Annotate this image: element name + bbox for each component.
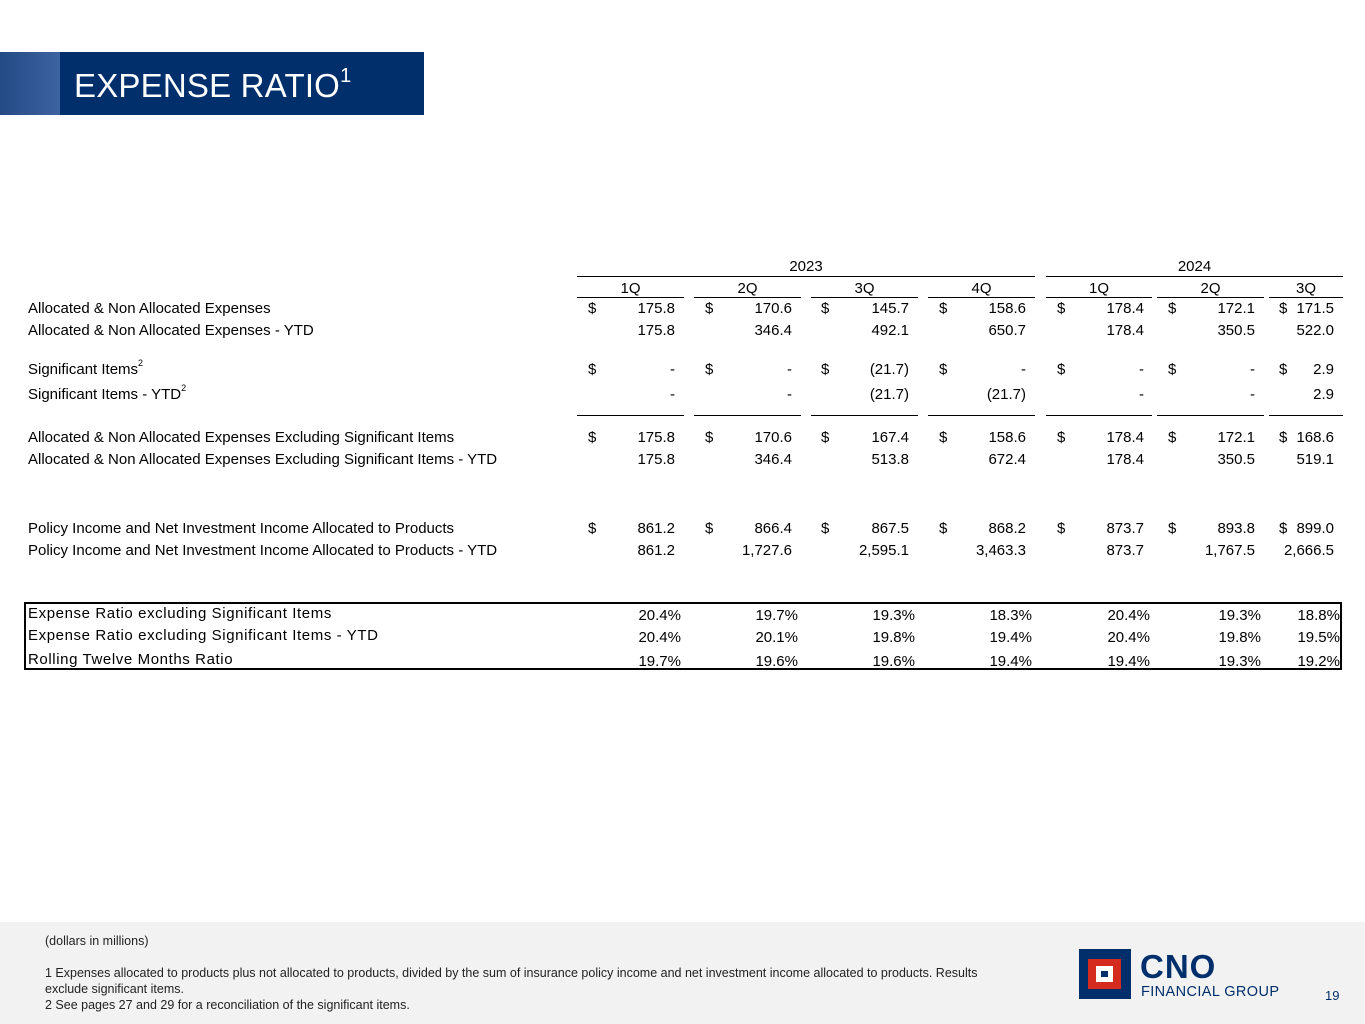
currency-symbol: $ bbox=[588, 520, 597, 537]
row-label-text: Policy Income and Net Investment Income Allocated to Products bbox=[28, 520, 455, 537]
table-cell: 1,767.5 bbox=[1204, 542, 1255, 559]
ratio-row-label: Expense Ratio excluding Significant Items bbox=[28, 605, 332, 622]
row-label bbox=[28, 300, 271, 317]
cno-logo-icon bbox=[1079, 949, 1131, 999]
quarter-header: 2Q bbox=[737, 280, 758, 297]
ratio-cell: 18.3% bbox=[989, 607, 1032, 624]
currency-symbol: $ bbox=[821, 520, 830, 537]
quarter-underline bbox=[577, 297, 684, 298]
table-cell: (21.7) bbox=[986, 386, 1026, 403]
row-label-text: Allocated & Non Allocated Expenses bbox=[28, 300, 271, 317]
year-underline-2024 bbox=[1046, 276, 1343, 277]
ratio-cell: 19.6% bbox=[872, 653, 915, 670]
page-title bbox=[74, 67, 351, 105]
table-cell: 178.4 bbox=[1106, 300, 1144, 317]
subtotal-underline bbox=[1157, 415, 1264, 416]
table-cell: 1,727.6 bbox=[741, 542, 792, 559]
row-label bbox=[28, 520, 454, 537]
table-cell: 899.0 bbox=[1296, 520, 1334, 537]
table-cell: 866.4 bbox=[754, 520, 792, 537]
currency-symbol: $ bbox=[588, 429, 597, 446]
currency-symbol: $ bbox=[1057, 300, 1066, 317]
ratio-cell: 20.1% bbox=[755, 629, 798, 646]
ratio-cell: 20.4% bbox=[638, 607, 681, 624]
currency-symbol: $ bbox=[821, 429, 830, 446]
currency-symbol: $ bbox=[588, 300, 597, 317]
table-cell: 170.6 bbox=[754, 300, 792, 317]
ratio-cell: 19.2% bbox=[1297, 653, 1340, 670]
page-title-text: EXPENSE RATIO bbox=[74, 67, 341, 104]
table-cell: 492.1 bbox=[871, 322, 909, 339]
currency-symbol: $ bbox=[1057, 520, 1066, 537]
logo-wordmark: CNO bbox=[1140, 948, 1217, 985]
table-cell: 867.5 bbox=[871, 520, 909, 537]
row-label-text: Policy Income and Net Investment Income Allocated to Products - YTD bbox=[28, 542, 498, 559]
ratio-cell: 19.5% bbox=[1297, 629, 1340, 646]
currency-symbol: $ bbox=[1057, 361, 1066, 378]
logo-subtitle: FINANCIAL GROUP bbox=[1141, 984, 1280, 1000]
table-cell: 175.8 bbox=[637, 322, 675, 339]
ratio-cell: 19.8% bbox=[872, 629, 915, 646]
currency-symbol: $ bbox=[1057, 429, 1066, 446]
page-title-footnote: 1 bbox=[340, 65, 352, 87]
table-cell: - bbox=[1021, 361, 1026, 378]
footer bbox=[0, 922, 1365, 1024]
table-cell: 178.4 bbox=[1106, 429, 1144, 446]
table-cell: 175.8 bbox=[637, 451, 675, 468]
table-cell: 650.7 bbox=[988, 322, 1026, 339]
ratio-cell: 20.4% bbox=[1107, 607, 1150, 624]
currency-symbol: $ bbox=[1168, 520, 1177, 537]
subtotal-underline bbox=[1269, 415, 1343, 416]
currency-symbol: $ bbox=[821, 361, 830, 378]
table-cell: 873.7 bbox=[1106, 542, 1144, 559]
quarter-underline bbox=[811, 297, 918, 298]
quarter-underline bbox=[1046, 297, 1152, 298]
currency-symbol: $ bbox=[1279, 520, 1288, 537]
currency-symbol: $ bbox=[1279, 429, 1288, 446]
quarter-header: 2Q bbox=[1200, 280, 1221, 297]
row-label-footnote: 2 bbox=[138, 358, 144, 368]
table-cell: (21.7) bbox=[869, 386, 909, 403]
table-cell: 175.8 bbox=[637, 429, 675, 446]
currency-symbol: $ bbox=[821, 300, 830, 317]
table-cell: 168.6 bbox=[1296, 429, 1334, 446]
table-cell: 346.4 bbox=[754, 322, 792, 339]
table-cell: 873.7 bbox=[1106, 520, 1144, 537]
ratio-cell: 20.4% bbox=[638, 629, 681, 646]
table-cell: 158.6 bbox=[988, 300, 1026, 317]
currency-symbol: $ bbox=[705, 429, 714, 446]
table-cell: - bbox=[1139, 386, 1144, 403]
table-cell: 172.1 bbox=[1217, 429, 1255, 446]
table-cell: 861.2 bbox=[637, 520, 675, 537]
table-cell: 178.4 bbox=[1106, 451, 1144, 468]
subtotal-underline bbox=[928, 415, 1035, 416]
table-cell: - bbox=[670, 361, 675, 378]
table-cell: 172.1 bbox=[1217, 300, 1255, 317]
row-label-text: Significant Items bbox=[28, 361, 139, 378]
ratio-row-label: Rolling Twelve Months Ratio bbox=[28, 651, 234, 668]
ratio-cell: 19.3% bbox=[1218, 653, 1261, 670]
table-cell: 171.5 bbox=[1296, 300, 1334, 317]
ratio-cell: 18.8% bbox=[1297, 607, 1340, 624]
currency-symbol: $ bbox=[705, 361, 714, 378]
table-cell: 145.7 bbox=[871, 300, 909, 317]
footnote-2: 2 See pages 27 and 29 for a reconciliation of the significant items. bbox=[45, 998, 410, 1012]
quarter-header: 1Q bbox=[1088, 280, 1109, 297]
quarter-underline bbox=[1157, 297, 1264, 298]
currency-symbol: $ bbox=[939, 300, 948, 317]
footnote-1-line-2: exclude significant items. bbox=[45, 982, 184, 996]
table-cell: 158.6 bbox=[988, 429, 1026, 446]
table-cell: 175.8 bbox=[637, 300, 675, 317]
currency-symbol: $ bbox=[1279, 361, 1288, 378]
table-cell: - bbox=[1250, 361, 1255, 378]
currency-symbol: $ bbox=[705, 520, 714, 537]
row-label bbox=[28, 322, 314, 339]
table-cell: 2.9 bbox=[1313, 386, 1334, 403]
table-cell: 893.8 bbox=[1217, 520, 1255, 537]
ratio-cell: 19.6% bbox=[755, 653, 798, 670]
row-label-text: Allocated & Non Allocated Expenses - YTD bbox=[28, 322, 314, 339]
currency-symbol: $ bbox=[939, 520, 948, 537]
row-label-text: Allocated & Non Allocated Expenses Excluding Significant Items - YTD bbox=[28, 451, 498, 468]
row-label bbox=[28, 451, 497, 468]
table-cell: 2,666.5 bbox=[1283, 542, 1334, 559]
table-cell: 350.5 bbox=[1217, 451, 1255, 468]
year-header-2023: 2023 bbox=[789, 258, 823, 275]
ratio-cell: 19.7% bbox=[638, 653, 681, 670]
subtotal-underline bbox=[1046, 415, 1152, 416]
quarter-underline bbox=[928, 297, 1035, 298]
currency-symbol: $ bbox=[705, 300, 714, 317]
row-label-text: Allocated & Non Allocated Expenses Excluding Significant Items bbox=[28, 429, 455, 446]
subtotal-underline bbox=[577, 415, 684, 416]
table-cell: 522.0 bbox=[1296, 322, 1334, 339]
subtotal-underline bbox=[694, 415, 801, 416]
currency-symbol: $ bbox=[939, 361, 948, 378]
table-cell: 672.4 bbox=[988, 451, 1026, 468]
row-label bbox=[28, 383, 187, 403]
row-label bbox=[28, 358, 144, 378]
quarter-header: 1Q bbox=[620, 280, 641, 297]
currency-symbol: $ bbox=[939, 429, 948, 446]
ratio-cell: 19.4% bbox=[989, 653, 1032, 670]
year-header-2024: 2024 bbox=[1177, 258, 1212, 275]
subtotal-underline bbox=[811, 415, 918, 416]
table-cell: 167.4 bbox=[871, 429, 909, 446]
ratio-cell: 19.3% bbox=[872, 607, 915, 624]
table-cell: 350.5 bbox=[1217, 322, 1255, 339]
ratio-row-label: Expense Ratio excluding Significant Items - YTD bbox=[28, 627, 379, 644]
table-cell: - bbox=[787, 361, 792, 378]
footnote-1-line-1: 1 Expenses allocated to products plus not allocated to products, divided by the sum of insurance policy income and net investment income allocated to products. Results bbox=[45, 966, 978, 980]
year-underline-2023 bbox=[577, 276, 1035, 277]
table-cell: 513.8 bbox=[871, 451, 909, 468]
page-number: 19 bbox=[1325, 988, 1340, 1003]
table-cell: 519.1 bbox=[1296, 451, 1334, 468]
table-cell: 170.6 bbox=[754, 429, 792, 446]
quarter-header: 3Q bbox=[1295, 280, 1316, 297]
ratio-cell: 19.4% bbox=[1107, 653, 1150, 670]
currency-symbol: $ bbox=[1168, 429, 1177, 446]
title-banner bbox=[60, 52, 424, 115]
row-label-footnote: 2 bbox=[181, 383, 187, 393]
table-cell: - bbox=[1250, 386, 1255, 403]
table-cell: - bbox=[670, 386, 675, 403]
title-accent-bar bbox=[0, 52, 60, 115]
table-cell: 178.4 bbox=[1106, 322, 1144, 339]
units-note: (dollars in millions) bbox=[45, 934, 149, 948]
quarter-header: 3Q bbox=[854, 280, 875, 297]
currency-symbol: $ bbox=[1279, 300, 1288, 317]
table-cell: - bbox=[1139, 361, 1144, 378]
row-label-text: Significant Items - YTD bbox=[28, 386, 182, 403]
row-label bbox=[28, 429, 454, 446]
table-cell: 868.2 bbox=[988, 520, 1026, 537]
ratio-summary-box bbox=[24, 602, 1342, 670]
currency-symbol: $ bbox=[1168, 300, 1177, 317]
table-cell: 2.9 bbox=[1313, 361, 1334, 378]
ratio-cell: 19.3% bbox=[1218, 607, 1261, 624]
table-cell: 861.2 bbox=[637, 542, 675, 559]
quarter-underline bbox=[1269, 297, 1343, 298]
currency-symbol: $ bbox=[588, 361, 597, 378]
ratio-cell: 19.7% bbox=[755, 607, 798, 624]
table-cell: - bbox=[787, 386, 792, 403]
table-cell: 2,595.1 bbox=[858, 542, 909, 559]
ratio-cell: 19.4% bbox=[989, 629, 1032, 646]
ratio-cell: 20.4% bbox=[1107, 629, 1150, 646]
table-cell: 346.4 bbox=[754, 451, 792, 468]
currency-symbol: $ bbox=[1168, 361, 1177, 378]
table-cell: 3,463.3 bbox=[975, 542, 1026, 559]
table-cell: (21.7) bbox=[869, 361, 909, 378]
row-label bbox=[28, 542, 497, 559]
quarter-underline bbox=[694, 297, 801, 298]
ratio-cell: 19.8% bbox=[1218, 629, 1261, 646]
quarter-header: 4Q bbox=[971, 280, 992, 297]
